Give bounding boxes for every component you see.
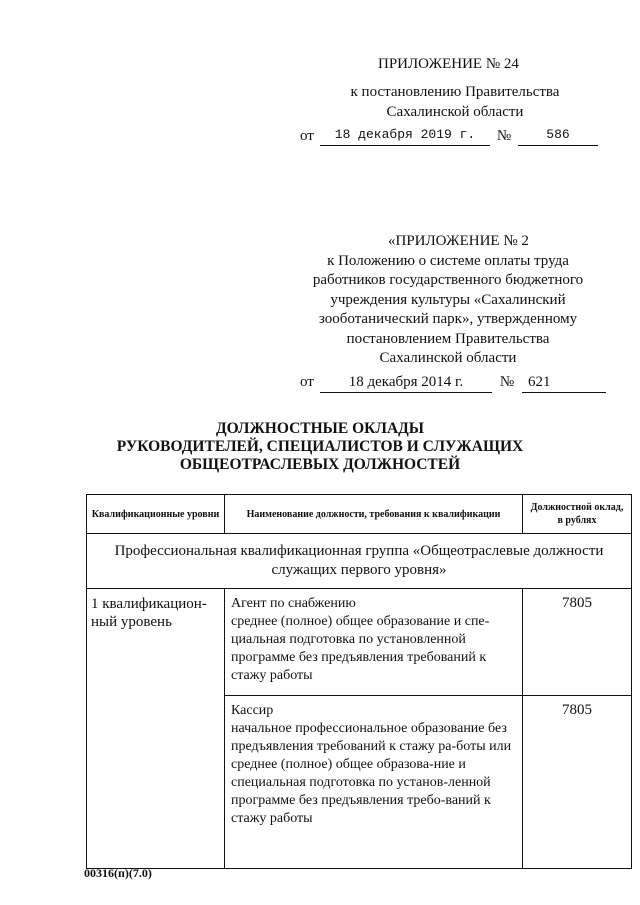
- document-title: [80, 420, 560, 474]
- annex-24-date: 18 декабря 2019 г.: [320, 125, 490, 146]
- annex-2-line: Сахалинской области: [379, 350, 517, 366]
- annex-2-line: работников государственного бюджетного: [312, 272, 584, 288]
- document-code: 00316(п)(7.0): [84, 866, 152, 880]
- header-salary: Должностной оклад, в рублях: [523, 495, 632, 534]
- position-cell: [225, 589, 523, 696]
- annex-2-line: постановлением Правительства: [346, 330, 550, 347]
- qualification-level: 1 квалификацион-ный уровень: [87, 589, 225, 869]
- annex-2-line: учреждения культуры «Сахалинский: [330, 291, 566, 308]
- annex-24-line2: Сахалинской области: [386, 104, 524, 120]
- annex-2-number: 621: [522, 372, 606, 393]
- annex-2-date: 18 декабря 2014 г.: [320, 372, 492, 393]
- annex-24-header: [300, 54, 620, 146]
- salary-table: [86, 494, 632, 869]
- annex-2-header: [300, 232, 620, 393]
- salary-cell: 7805: [523, 589, 632, 696]
- annex-24-number: 586: [518, 125, 598, 146]
- annex-2-date-row: [300, 371, 620, 393]
- position-requirements: среднее (полное) общее образование и спе-циальная подготовка по установленной программе без предъявления требований к стажу работы: [231, 614, 490, 683]
- position-name: Агент по снабжению: [231, 596, 356, 611]
- from-label: от: [300, 128, 314, 144]
- position-cell: [225, 696, 523, 869]
- annex-24-date-row: [300, 124, 620, 146]
- annex-2-line: «ПРИЛОЖЕНИЕ № 2: [388, 233, 529, 249]
- position-requirements: начальное профессиональное образование без предъявления требований к стажу ра-боты или среднее (полное) общее образова-ние и специальная подготовка по установ-ленной программе без предъявления требо-ваний к стажу работы: [231, 721, 512, 826]
- number-label: №: [499, 374, 515, 390]
- group-row: [87, 534, 632, 589]
- qualification-group: Профессиональная квалификационная группа «Общеотраслевые должности служащих первого уровня»: [87, 534, 632, 589]
- document-title-line1: ДОЛЖНОСТНЫЕ ОКЛАДЫ: [215, 420, 425, 437]
- annex-24-title: ПРИЛОЖЕНИЕ № 24: [378, 56, 519, 72]
- document-title-line2: РУКОВОДИТЕЛЕЙ, СПЕЦИАЛИСТОВ И СЛУЖАЩИХ: [116, 438, 524, 455]
- number-label: №: [496, 128, 512, 144]
- position-name: Кассир: [231, 703, 274, 718]
- annex-2-line: зооботанический парк», утвержденному: [318, 311, 578, 327]
- header-position: Наименование должности, требования к квалификации: [225, 495, 523, 534]
- annex-24-line1: к постановлению Правительства: [350, 84, 560, 100]
- document-title-line3: ОБЩЕОТРАСЛЕВЫХ ДОЛЖНОСТЕЙ: [179, 456, 461, 473]
- table-header-row: [87, 495, 632, 534]
- annex-2-line: к Положению о системе оплаты труда: [327, 252, 569, 269]
- salary-cell: 7805: [523, 696, 632, 869]
- from-label: от: [300, 374, 314, 390]
- table-row: [87, 589, 632, 696]
- header-levels: Квалификационные уровни: [87, 495, 225, 534]
